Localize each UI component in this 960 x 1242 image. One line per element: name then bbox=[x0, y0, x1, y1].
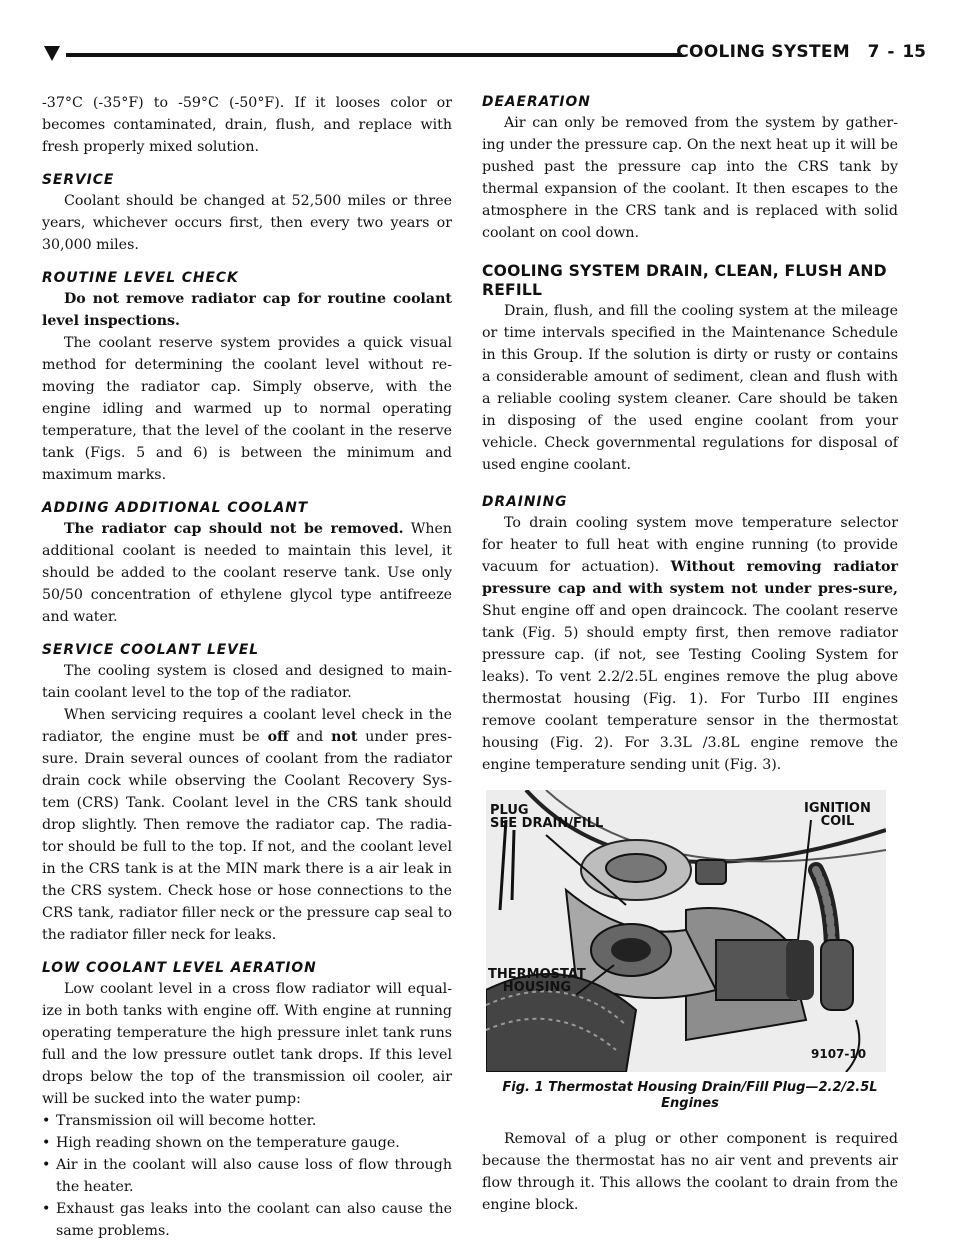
page-header bbox=[44, 42, 926, 66]
intro-paragraph: -37°C (-35°F) to -59°C (-50°F). If it looses color or becomes contaminated, drain, flush, and replace with fresh properly mixed solution. bbox=[42, 95, 452, 155]
scl-text-b: under pres-sure. Drain several ounces of coolant from the radiator drain cock while observing the Coolant Recovery Sys-tem (CRS) Tank. Coolant level in the CRS tank should drop slightly. Then remove the radiator cap. The radia-tor should be full to the top. If not, and the coolant level in the CRS tank is at the MIN mark there is a air leak in the CRS system. Check hose or hose connections to the CRS tank, radiator filler neck or the pressure cap seal to the radiator filler neck for leaks. bbox=[42, 729, 453, 943]
figure-thermostat-housing bbox=[486, 790, 886, 1072]
bullet-icon: • bbox=[42, 1135, 51, 1151]
list-item bbox=[42, 1154, 452, 1198]
drain-clean-flush-heading: COOLING SYSTEM DRAIN, CLEAN, FLUSH AND REFILL bbox=[482, 262, 887, 299]
removal-paragraph: Removal of a plug or other component is required because the thermostat has no air vent and prevents air flow through it. This allows the coolant to drain from the engine block. bbox=[482, 1131, 898, 1213]
header-rule bbox=[66, 53, 682, 57]
triangle-marker-icon bbox=[44, 46, 60, 61]
draining-paragraph bbox=[482, 512, 898, 776]
draining-text-b: Shut engine off and open draincock. The coolant reserve tank (Fig. 5) should empty first, then remove radiator pressure cap. (if not, see Testing Cooling System for leaks). To vent 2.2/2.5L engines remove the plug above thermostat housing (Fig. 1). For Turbo III engines remove coolant temperature sensor in the thermostat housing (Fig. 2). For 3.3L /3.8L engine remove the engine temperature sending unit (Fig. 3). bbox=[482, 603, 898, 773]
label-ignition-coil: IGNITION COIL bbox=[804, 801, 871, 829]
adding-coolant-bold: The radiator cap should not be removed. bbox=[64, 521, 404, 537]
list-item bbox=[42, 1110, 452, 1132]
scl-and: and bbox=[288, 729, 332, 745]
left-column bbox=[42, 92, 452, 1242]
bullet-text: Air in the coolant will also cause loss of flow through the heater. bbox=[56, 1157, 452, 1195]
drain-clean-flush-paragraph: Drain, flush, and fill the cooling system at the mileage or time intervals specified in the Maintenance Schedule in this Group. If the solution is dirty or rusty or contains a considerable amount of sediment, clean and flush with a reliable cooling system cleaner. Care should be taken in disposing of the used engine coolant from your vehicle. Check governmental regulations for disposal of used engine coolant. bbox=[482, 303, 898, 473]
scl-not: not bbox=[331, 729, 358, 745]
routine-level-check-heading: ROUTINE LEVEL CHECK bbox=[42, 270, 239, 286]
section-title: COOLING SYSTEM bbox=[676, 42, 850, 62]
routine-warning-bold: Do not remove radiator cap for routine coolant level inspections. bbox=[42, 291, 452, 329]
adding-coolant-heading: ADDING ADDITIONAL COOLANT bbox=[42, 500, 309, 516]
right-column bbox=[482, 92, 898, 1216]
bullet-text: Exhaust gas leaks into the coolant can also cause the same problems. bbox=[56, 1201, 452, 1239]
list-item bbox=[42, 1132, 452, 1154]
routine-warning bbox=[42, 288, 452, 332]
draining-heading: DRAINING bbox=[482, 494, 568, 510]
routine-paragraph: The coolant reserve system provides a quick visual method for determining the coolant level without re-moving the radiator cap. Simply observe, with the engine idling and warmed up to normal operating temperature, that the level of the coolant in the reserve tank (Figs. 5 and 6) is between the minimum and maximum marks. bbox=[42, 335, 452, 483]
adding-coolant-paragraph bbox=[42, 518, 452, 628]
label-thermostat-housing: THERMOSTAT HOUSING bbox=[488, 967, 586, 995]
page-number: 7 - 15 bbox=[867, 42, 926, 62]
label-figure-code: 9107-10 bbox=[811, 1047, 867, 1061]
service-coolant-level-paragraph-1: The cooling system is closed and designed to main-tain coolant level to the top of the radiator. bbox=[42, 663, 452, 701]
draining-bold: Without removing radiator pressure cap and with system not under pres-sure, bbox=[482, 559, 898, 597]
service-coolant-level-paragraph-2 bbox=[42, 704, 452, 946]
draining-text-a: To drain cooling system move temperature selector for heater to full heat with engine running (to provide vacuum for actuation). bbox=[482, 515, 898, 575]
adding-coolant-text: When additional coolant is needed to maintain this level, it should be added to the coolant reserve tank. Use only 50/50 concentration of ethylene glycol type antifreeze and water. bbox=[42, 521, 452, 625]
service-heading: SERVICE bbox=[42, 172, 115, 188]
deaeration-heading: DEAERATION bbox=[482, 94, 591, 110]
bullet-icon: • bbox=[42, 1113, 51, 1129]
figure-caption: Fig. 1 Thermostat Housing Drain/Fill Plug—2.2/2.5L Engines bbox=[502, 1080, 878, 1111]
label-plug: PLUG SEE DRAIN/FILL bbox=[490, 803, 604, 831]
deaeration-paragraph: Air can only be removed from the system by gather-ing under the pressure cap. On the next heat up it will be pushed past the pressure cap into the CRS tank by thermal expansion of the coolant. It then escapes to the atmosphere in the CRS tank and is replaced with solid coolant on cool down. bbox=[482, 115, 898, 241]
low-coolant-aeration-paragraph: Low coolant level in a cross flow radiator will equal-ize in both tanks with engine off. With engine at running operating temperature the high pressure inlet tank runs full and the low pressure outlet tank drops. If this level drops below the top of the transmission oil cooler, air will be sucked into the water pump: bbox=[42, 981, 452, 1107]
service-coolant-level-heading: SERVICE COOLANT LEVEL bbox=[42, 642, 260, 658]
scl-off: off bbox=[267, 729, 289, 745]
bullet-icon: • bbox=[42, 1201, 51, 1217]
scl-text-a: When servicing requires a coolant level check in the radiator, the engine must be bbox=[42, 707, 452, 745]
bullet-text: Transmission oil will become hotter. bbox=[56, 1113, 317, 1129]
service-paragraph: Coolant should be changed at 52,500 miles or three years, whichever occurs first, then every two years or 30,000 miles. bbox=[42, 193, 452, 253]
engine-illustration bbox=[486, 790, 886, 1072]
list-item bbox=[42, 1198, 452, 1242]
bullet-text: High reading shown on the temperature gauge. bbox=[56, 1135, 400, 1151]
low-coolant-aeration-heading: LOW COOLANT LEVEL AERATION bbox=[42, 960, 317, 976]
bullet-icon: • bbox=[42, 1157, 51, 1173]
